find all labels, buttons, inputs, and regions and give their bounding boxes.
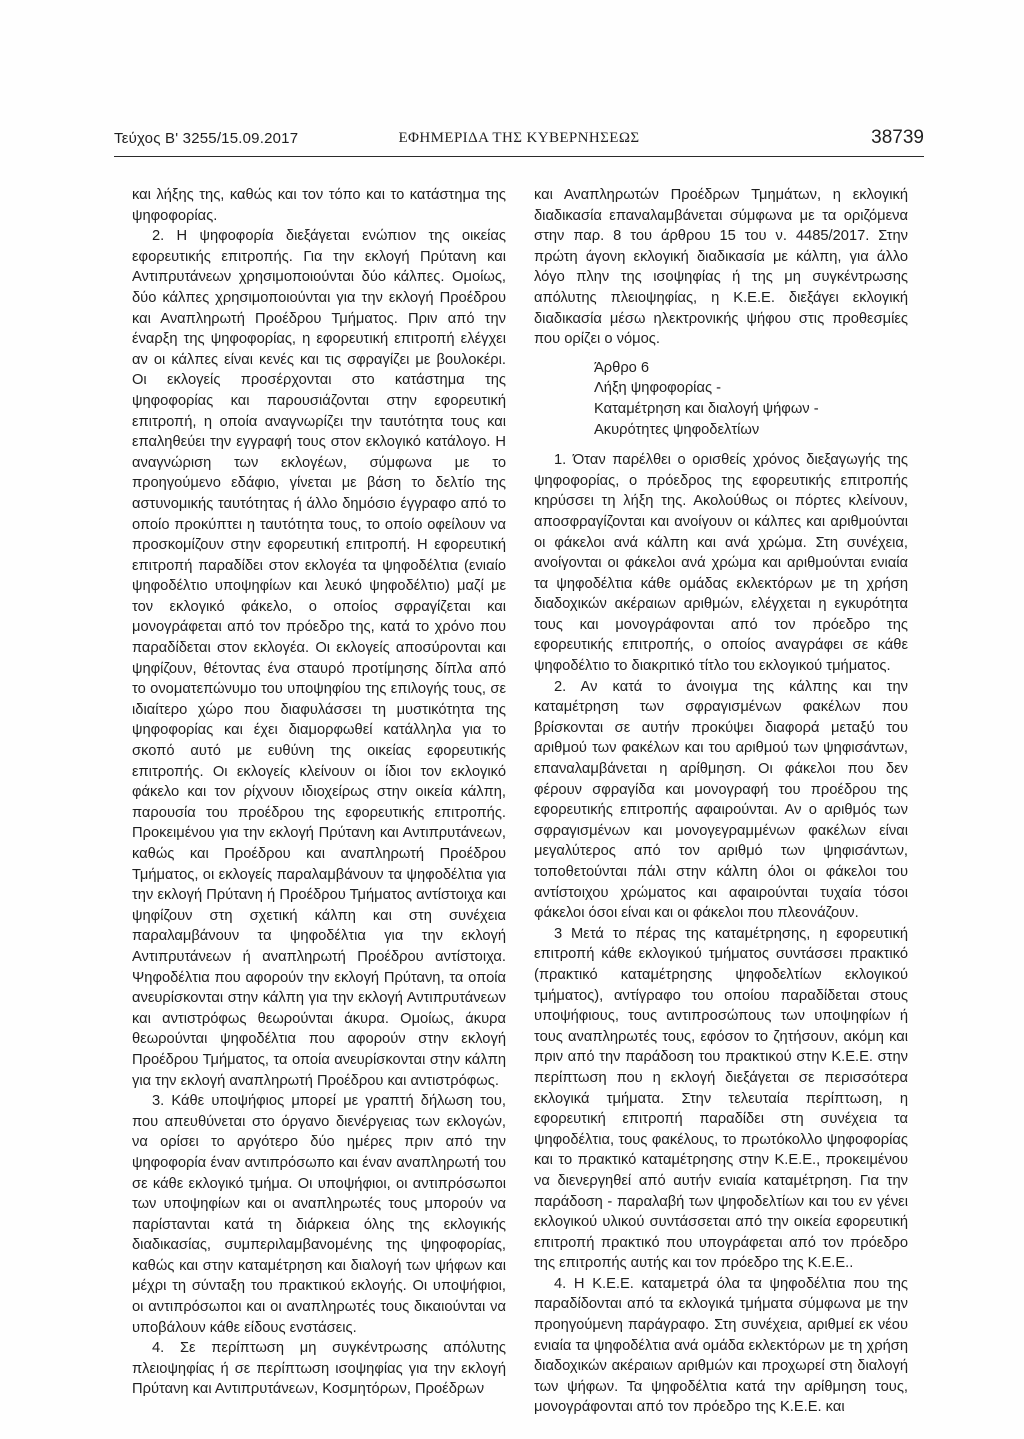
article-heading — [534, 358, 908, 440]
paragraph-continuation-right: και Αναπληρωτών Προέδρων Τμημάτων, η εκλογική διαδικασία επαναλαμβάνεται σύμφωνα με τα οριζόμενα στην παρ. 8 του άρθρου 15 του ν. 4485/2017. Στην πρώτη άγονη εκλογική διαδικασία με κάλπη, για άλλο λόγο πλην της ισοψηφίας ή της μη συγκέντρωσης απόλυτης πλειοψηφίας, η Κ.Ε.Ε. διεξάγει εκλογική διαδικασία μέσω ηλεκτρονικής ψήφου στις προθεσμίες που ορίζει ο νόμος. — [534, 187, 908, 348]
right-column — [534, 185, 908, 1418]
article-number: Άρθρο 6 — [594, 359, 650, 376]
article-title-line: Λήξη ψηφοφορίας - — [594, 380, 721, 397]
paragraph-2: 2. Η ψηφοφορία διεξάγεται ενώπιον της οικείας εφορευτικής επιτροπής. Για την εκλογή Πρύτανη και Αντιπρυτάνεων χρησιμοποιούνται δύο κάλπες. Ομοίως, δύο κάλπες χρησιμοποιούνται για την εκλογή Προέδρου και Αναπληρωτή Προέδρου Τμήματος. Πριν από την έναρξη της ψηφοφορίας, η εφορευτική επιτροπή ελέγχει αν οι κάλπες είναι κενές και τις σφραγίζει με βουλοκέρι. Οι εκλογείς προσέρχονται στο κατάστημα της ψηφοφορίας και παρουσιάζονται στην εφορευτική επιτροπή, η οποία αναγνωρίζει την ταυτότητα τους και επαληθεύει την εγγραφή τους στον εκλογικό κατάλογο. Η αναγνώριση των εκλογέων, σύμφωνα με το προηγούμενο εδάφιο, γίνεται με βάση το δελτίο της αστυνομικής ταυτότητας ή άλλο δημόσιο έγγραφο από το οποίο προκύπτει η ταυτότητα τους, το οποίο οφείλουν να προσκομίζουν στην εφορευτική επιτροπή. Η εφορευτική επιτροπή παραδίδει στον εκλογέα τα ψηφοδέλτια (ενιαίο ψηφοδέλτιο υποψηφίων και λευκό ψηφοδέλτιο) μαζί με τον εκλογικό φάκελο, ο οποίος σφραγίζεται και μονογράφεται από τον πρόεδρο της, κατά το χρόνο που παραδίδεται στον εκλογέα. Οι εκλογείς αποσύρονται και ψηφίζουν, θέτοντας ένα σταυρό προτίμησης δίπλα από το ονοματεπώνυμο του υποψηφίου της επιλογής τους, σε ιδιαίτερο χώρο που διαφυλάσσει τη μυστικότητα της ψηφοφορίας και έχει διαμορφωθεί κατάλληλα για το σκοπό αυτό με ευθύνη της οικείας εφορευτικής επιτροπής. Οι εκλογείς κλείνουν οι ίδιοι τον εκλογικό φάκελο και τον ρίχνουν ιδιοχείρως στην οικεία κάλπη, παρουσία του προέδρου της εφορευτικής επιτροπής. Προκειμένου για την εκλογή Πρύτανη και Αντιπρυτάνεων, καθώς και Προέδρου και αναπληρωτή Προέδρου Τμήματος, οι εκλογείς παραλαμβάνουν τα ψηφοδέλτια για την εκλογή Πρύτανη ή Προέδρου Τμήματος αντίστοιχα και ψηφίζουν στη σχετική κάλπη και στη συνέχεια παραλαμβάνουν τα ψηφοδέλτια για την εκλογή Αντιπρυτάνεων ή αναπληρωτή Προέδρου αντίστοιχα. Ψηφοδέλτια που αφορούν την εκλογή Πρύτανη, τα οποία ανευρίσκονται στην κάλπη για την εκλογή Αντιπρυτάνεων και αντιστρόφως θεωρούνται άκυρα. Ομοίως, άκυρα θεωρούνται ψηφοδέλτια που αφορούν στην εκλογή Προέδρου Τμήματος, τα οποία ανευρίσκονται στην κάλπη για την εκλογή αναπληρωτή Προέδρου και αντιστρόφως. — [132, 228, 506, 1089]
issue-reference: Τεύχος Β' 3255/15.09.2017 — [114, 130, 299, 147]
article-paragraph-1: 1. Όταν παρέλθει ο ορισθείς χρόνος διεξαγωγής της ψηφοφορίας, ο πρόεδρος της εφορευτικής επιτροπής κηρύσσει τη λήξη της. Ακολούθως οι πόρτες κλείνουν, αποσφραγίζονται και ανοίγουν οι κάλπες και αριθμούνται οι φάκελοι ανά κάλπη και ανά χρώμα. Στη συνέχεια, ανοίγονται οι φάκελοι ανά χρώμα και αριθμούνται ενιαία τα ψηφοδέλτια κάθε ομάδας εκλεκτόρων με τη χρήση διαδοχικών ακέραιων αριθμών, ελέγχεται η εγκυρότητα τους και μονογράφονται από τον πρόεδρο της εφορευτικής επιτροπής, ο οποίος αναγράφει σε κάθε ψηφοδέλτιο το διακριτικό τίτλο του εκλογικού τμήματος. — [534, 452, 908, 675]
paragraph-continuation: και λήξης της, καθώς και τον τόπο και το κατάστημα της ψηφοφορίας. — [132, 187, 506, 224]
page-header — [114, 118, 924, 157]
left-column — [132, 185, 506, 1400]
article-title-line: Ακυρότητες ψηφοδελτίων — [594, 421, 760, 438]
gazette-title: ΕΦΗΜΕΡΙΔΑ ΤΗΣ ΚΥΒΕΡΝΗΣΕΩΣ — [398, 130, 640, 146]
article-paragraph-3: 3 Μετά το πέρας της καταμέτρησης, η εφορευτική επιτροπή κάθε εκλογικού τμήματος συντάσσει πρακτικό (πρακτικό καταμέτρησης ψηφοδελτίων εκλογικού τμήματος), αντίγραφο του οποίου παραδίδεται στους υποψήφιους, τους αντιπροσώπους των υποψηφίων ή τους αναπληρωτές τους, εφόσον το ζητήσουν, ακόμη και πριν από την παράδοση του πρακτικού στην Κ.Ε.Ε. στην περίπτωση που η εκλογή διεξάγεται σε περισσότερα εκλογικά τμήματα. Στην τελευταία περίπτωση, η εφορευτική επιτροπή παραδίδει στη συνέχεια τα ψηφοδέλτια, τους φακέλους, το πρωτόκολλο ψηφοφορίας και το πρακτικό καταμέτρησης στην Κ.Ε.Ε., προκειμένου να διενεργηθεί από αυτήν ενιαία καταμέτρηση. Για την παράδοση - παραλαβή των ψηφοδελτίων και του εν γένει εκλογικού υλικού συντάσσεται από την οικεία εφορευτική επιτροπή πρακτικό που υπογράφεται από τον πρόεδρο της επιτροπής αυτής και τον πρόεδρο της Κ.Ε.Ε.. — [534, 925, 908, 1272]
page-number: 38739 — [871, 127, 924, 148]
paragraph-3: 3. Κάθε υποψήφιος μπορεί με γραπτή δήλωση του, που απευθύνεται στο όργανο διενέργειας των εκλογών, να ορίσει το αργότερο δύο ημέρες πριν από την ψηφοφορία έναν αντιπρόσωπο και έναν αναπληρωτή του σε κάθε εκλογικό τμήμα. Οι υποψήφιοι, οι αντιπρόσωποι των υποψηφίων και οι αναπληρωτές τους μπορούν να παρίστανται κατά τη διάρκεια όλης της εκλογικής διαδικασίας, συμπεριλαμβανομένης της ψηφοφορίας, καθώς και στην καταμέτρηση και διαλογή των ψήφων και μέχρι τη σύνταξη του πρακτικού εκλογής. Οι υποψήφιοι, οι αντιπρόσωποι και οι αναπληρωτές τους δικαιούνται να υποβάλουν κάθε είδους ενστάσεις. — [132, 1093, 506, 1336]
article-paragraph-2: 2. Αν κατά το άνοιγμα της κάλπης και την καταμέτρηση των σφραγισμένων φακέλων που βρίσκονται σε αυτήν προκύψει διαφορά μεταξύ του αριθμού των φακέλων και του αριθμού των ψηφισάντων, επαναλαμβάνεται η αρίθμηση. Οι φάκελοι που δεν φέρουν σφραγίδα και μονογραφή του προέδρου της εφορευτικής επιτροπής αφαιρούνται. Αν ο αριθμός των σφραγισμένων και μονογεγραμμένων φακέλων είναι μεγαλύτερος από τον αριθμό των ψηφισάντων, τοποθετούνται πάλι στην κάλπη όλοι οι φάκελοι του αντίστοιχου χρώματος και αφαιρούνται τυχαία τόσοι φάκελοι όσοι είναι και οι φάκελοι που πλεονάζουν. — [534, 678, 908, 922]
paragraph-4: 4. Σε περίπτωση μη συγκέντρωσης απόλυτης πλειοψηφίας ή σε περίπτωση ισοψηφίας για την εκλογή Πρύτανη και Αντιπρυτάνεων, Κοσμητόρων, Προέδρων — [132, 1340, 506, 1398]
article-paragraph-4: 4. Η Κ.Ε.Ε. καταμετρά όλα τα ψηφοδέλτια που της παραδίδονται από τα εκλογικά τμήματα σύμφωνα με την προηγούμενη παράγραφο. Στη συνέχεια, αριθμεί εκ νέου ενιαία τα ψηφοδέλτια ανά ομάδα εκλεκτόρων με τη χρήση διαδοχικών ακέραιων αριθμών και προχωρεί στη διαλογή των ψήφων. Τα ψηφοδέλτια κατά την αρίθμηση τους, μονογράφονται από τον πρόεδρο της Κ.Ε.Ε. και — [534, 1275, 908, 1416]
article-title-line: Καταμέτρηση και διαλογή ψήφων - — [594, 400, 819, 417]
